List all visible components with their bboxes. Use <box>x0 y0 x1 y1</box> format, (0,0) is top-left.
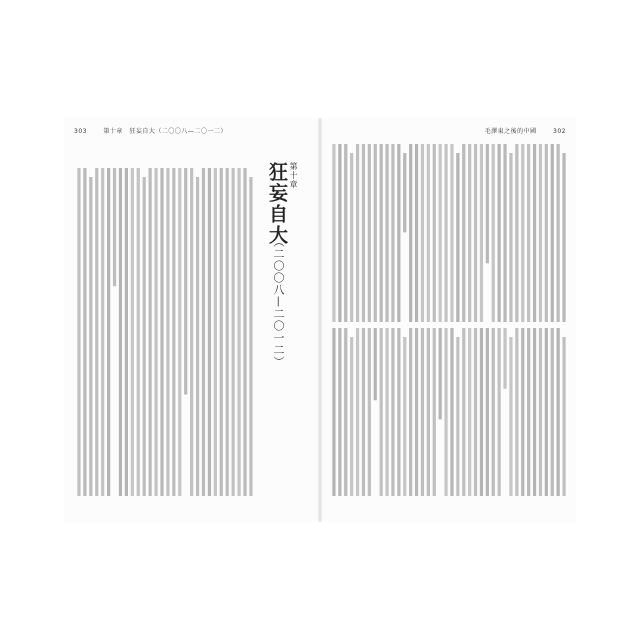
text-column <box>557 144 560 322</box>
text-column <box>427 328 430 496</box>
text-column <box>368 144 371 322</box>
left-page-number: 303 <box>74 128 87 135</box>
book-spread <box>64 118 576 522</box>
text-column <box>149 168 152 496</box>
text-column <box>551 144 554 322</box>
text-column <box>208 168 211 496</box>
text-column <box>125 168 128 496</box>
text-column <box>226 168 229 496</box>
left-header-text: 第十章 狂妄自大（二〇〇八—二〇一二） <box>103 128 227 135</box>
text-column <box>338 144 341 322</box>
text-column <box>356 144 359 322</box>
text-column <box>403 337 406 496</box>
text-column <box>107 168 110 496</box>
right-body-text-upper <box>331 144 567 322</box>
text-column <box>119 168 122 496</box>
text-column <box>220 168 223 496</box>
text-column <box>545 144 548 322</box>
text-column <box>391 328 394 496</box>
text-column <box>462 144 465 322</box>
text-column <box>184 168 187 395</box>
right-header-text: 毛澤東之後的中國 <box>484 128 537 135</box>
text-column <box>551 328 554 496</box>
text-column <box>350 153 353 322</box>
text-column <box>521 328 524 496</box>
text-column <box>166 168 169 496</box>
text-column <box>243 168 246 496</box>
text-column <box>374 144 377 322</box>
text-column <box>539 144 542 322</box>
text-column <box>409 328 412 496</box>
text-column <box>131 168 134 496</box>
text-column <box>338 328 341 496</box>
text-column <box>344 144 347 322</box>
text-column <box>480 144 483 322</box>
text-column <box>498 144 501 322</box>
text-column <box>486 144 489 263</box>
text-column <box>190 168 193 496</box>
text-column <box>350 337 353 496</box>
text-column <box>137 168 140 496</box>
text-column <box>456 153 459 322</box>
text-column <box>521 144 524 322</box>
text-column <box>385 144 388 322</box>
chapter-title: 狂妄自大 <box>266 162 288 246</box>
text-column <box>403 153 406 232</box>
text-column <box>462 328 465 496</box>
text-column <box>380 144 383 322</box>
text-column <box>509 337 512 496</box>
text-column <box>344 328 347 496</box>
text-column <box>362 144 365 322</box>
text-column <box>178 168 181 496</box>
text-column <box>160 168 163 496</box>
text-column <box>427 144 430 322</box>
text-column <box>249 177 252 496</box>
text-column <box>196 177 199 496</box>
text-column <box>202 168 205 496</box>
right-running-header <box>485 126 566 135</box>
text-column <box>509 153 512 322</box>
text-column <box>374 328 377 400</box>
text-column <box>545 328 548 496</box>
left-running-header <box>74 126 227 135</box>
text-column <box>368 328 371 496</box>
text-column <box>83 168 86 496</box>
text-column <box>503 328 506 389</box>
chapter-label: 第十章 <box>289 162 298 189</box>
text-column <box>527 144 530 322</box>
text-column <box>439 144 442 322</box>
text-column <box>562 337 565 496</box>
text-column <box>95 168 98 496</box>
right-page <box>321 118 576 522</box>
text-column <box>143 177 146 496</box>
text-column <box>492 144 495 322</box>
text-column <box>444 144 447 322</box>
right-body-text-lower <box>331 328 567 496</box>
text-column <box>433 144 436 322</box>
text-column <box>332 144 335 322</box>
text-column <box>456 337 459 496</box>
text-column <box>421 328 424 496</box>
text-column <box>385 328 388 496</box>
text-column <box>113 168 116 286</box>
text-column <box>468 144 471 322</box>
text-column <box>433 328 436 496</box>
text-column <box>409 144 412 322</box>
text-column <box>503 144 506 322</box>
text-column <box>557 328 560 496</box>
text-column <box>154 168 157 496</box>
text-column <box>356 328 359 496</box>
text-column <box>77 168 80 496</box>
text-column <box>474 328 477 496</box>
text-column <box>492 328 495 496</box>
text-column <box>415 144 418 322</box>
text-column <box>237 168 240 496</box>
text-column <box>172 168 175 496</box>
text-column <box>533 144 536 322</box>
text-column <box>527 328 530 496</box>
text-column <box>415 328 418 496</box>
text-column <box>498 328 501 496</box>
text-column <box>562 153 565 322</box>
text-column <box>474 144 477 322</box>
text-column <box>380 328 383 496</box>
text-column <box>391 144 394 322</box>
left-body-text <box>76 168 254 496</box>
text-column <box>214 168 217 496</box>
text-column <box>397 328 400 496</box>
text-column <box>515 144 518 322</box>
text-column <box>486 328 489 496</box>
text-column <box>515 328 518 496</box>
text-column <box>450 144 453 322</box>
text-column <box>450 328 453 496</box>
text-column <box>533 328 536 496</box>
text-column <box>89 177 92 496</box>
text-column <box>362 328 365 496</box>
chapter-dates: （二〇〇八—二〇一二） <box>272 236 285 368</box>
text-column <box>468 328 471 496</box>
text-column <box>480 328 483 496</box>
text-column <box>439 328 442 419</box>
text-column <box>444 328 447 496</box>
text-column <box>332 328 335 496</box>
text-column <box>397 144 400 322</box>
text-column <box>232 168 235 496</box>
text-column <box>101 168 104 496</box>
left-page <box>64 118 319 522</box>
right-page-number: 302 <box>553 128 566 135</box>
text-column <box>421 144 424 322</box>
text-column <box>539 328 542 496</box>
